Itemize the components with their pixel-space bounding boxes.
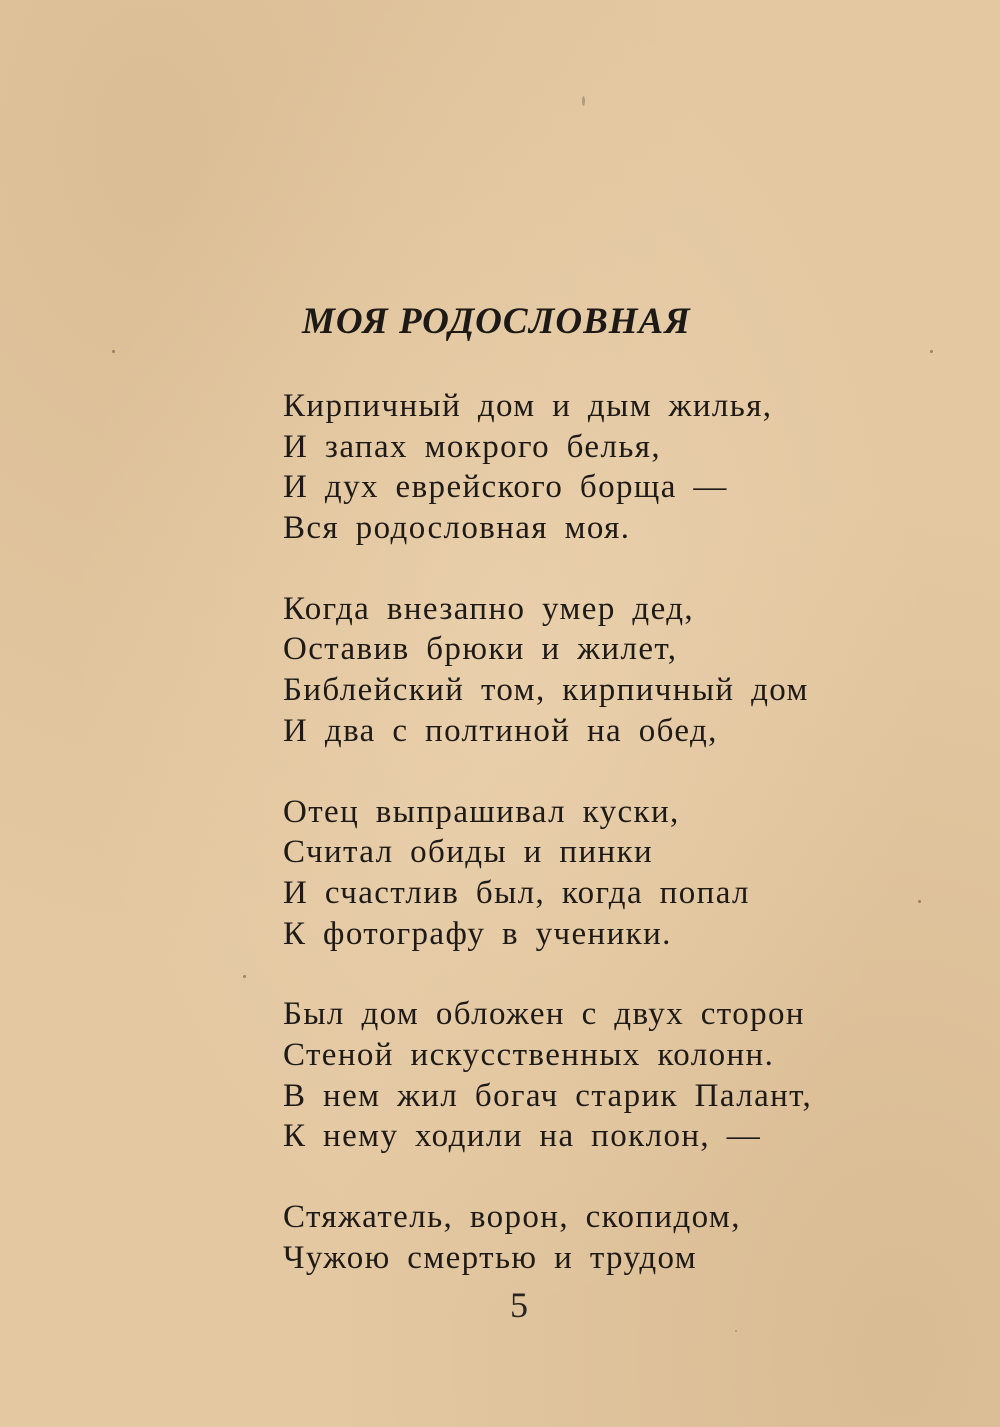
poem-line: И счастлив был, когда попал xyxy=(283,874,750,911)
poem-line: Библейский том, кирпичный дом xyxy=(283,672,809,709)
poem-line: К фотографу в ученики. xyxy=(283,915,672,952)
paper-speck xyxy=(112,350,115,353)
poem-line: Вся родословная моя. xyxy=(283,510,631,547)
stanza xyxy=(283,386,923,549)
poem-line: К нему ходили на поклон, — xyxy=(283,1118,762,1155)
poem-title: МОЯ РОДОСЛОВНАЯ xyxy=(302,301,691,342)
poem-line: И дух еврейского борща — xyxy=(283,469,728,506)
paper-speck xyxy=(243,975,246,978)
poem-line: И два с полтиной на обед, xyxy=(283,712,718,749)
stanza xyxy=(283,792,923,955)
poem-line: И запах мокрого белья, xyxy=(283,428,662,465)
paper-speck xyxy=(582,96,585,106)
poem-line: Отец выпрашивал куски, xyxy=(283,793,680,830)
poem-line: Оставив брюки и жилет, xyxy=(283,631,678,668)
stanza xyxy=(283,1197,923,1278)
page-number: 5 xyxy=(510,1285,528,1325)
stanza xyxy=(283,994,923,1157)
paper-speck xyxy=(735,1330,737,1332)
poem-line: Когда внезапно умер дед, xyxy=(283,590,695,627)
poem-line: Чужою смертью и трудом xyxy=(283,1239,698,1276)
paper-speck xyxy=(930,350,933,353)
stanza xyxy=(283,589,923,752)
poem-body xyxy=(283,386,923,1318)
poem-line: В нем жил богач старик Палант, xyxy=(283,1077,813,1114)
poem-line: Кирпичный дом и дым жилья, xyxy=(283,388,773,424)
poem-line: Стеной искусственных колонн. xyxy=(283,1036,775,1073)
poem-line: Был дом обложен с двух сторон xyxy=(283,996,805,1033)
poem-line: Считал обиды и пинки xyxy=(283,834,654,871)
poem-line: Стяжатель, ворон, скопидом, xyxy=(283,1199,741,1235)
